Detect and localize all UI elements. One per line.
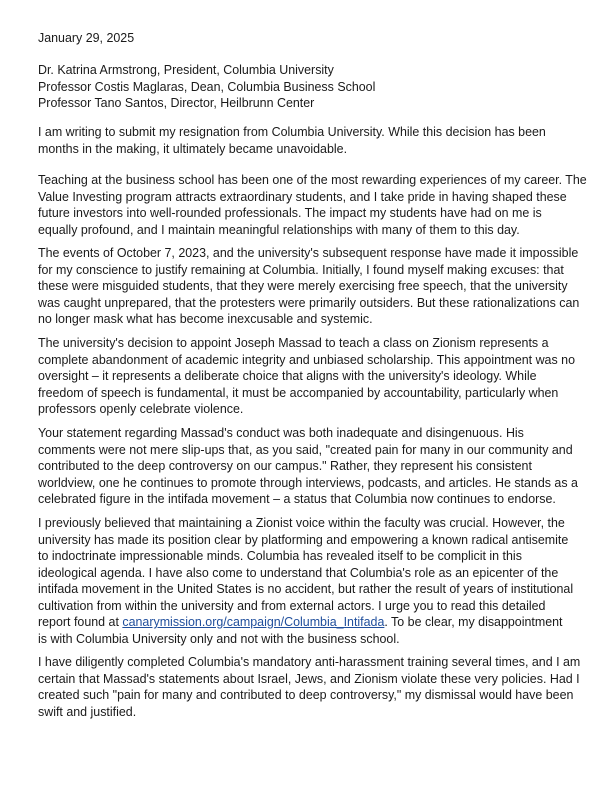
paragraph-line: to indoctrinate impressionable minds. Columbia has revealed itself to be complicit in this [38,549,522,563]
paragraph-line: contributed to the deep controversy on our campus." Rather, they represent his consistent [38,459,532,473]
paragraph-line: Value Investing program attracts extraordinary students, and I take pride in having shaped these [38,189,567,204]
paragraph-line: is with Columbia University only and not with the business school. [38,631,400,646]
paragraph-line: created such "pain for many and contributed to deep controversy," my dismissal would have been [38,688,574,702]
paragraph-line: I previously believed that maintaining a Zionist voice within the faculty was crucial. However, the [38,516,565,530]
letter-date [38,30,578,47]
paragraph-line: oversight – it represents a deliberate choice that aligns with the university's ideology. While [38,369,537,383]
paragraph-line: I am writing to submit my resignation from Columbia University. While this decision has been [38,125,546,139]
paragraph-line: comments were not mere slip-ups that, as you said, "created pain for many in our community and [38,442,573,457]
paragraph-line: intifada movement in the United States is no accident, but rather the result of years of institutional [38,582,574,596]
paragraph-line: cultivation from within the university and from external actors. I urge you to read this detailed [38,598,546,613]
paragraph-line: no longer mask what has become inexcusable and systemic. [38,312,373,326]
paragraph-line: certain that Massad's statements about Israel, Jews, and Zionism violate these very policies. Had I [38,671,580,686]
paragraph-october-events [38,245,578,328]
link-prefix-text: report found at [38,615,123,629]
paragraph-massad-appointment [38,335,578,418]
paragraph-anti-harassment [38,654,581,720]
paragraph-line: university has made its position clear by platforming and empowering a known radical antisemite [38,532,569,547]
paragraph-teaching [38,172,587,238]
paragraph-zionist-voice [38,515,578,647]
paragraph-line: these were misguided students, that they were merely exercising free speech, that the university [38,279,568,293]
paragraph-line: The events of October 7, 2023, and the university's subsequent response have made it impossible [38,246,579,260]
paragraph-line: celebrated figure in the intifada movement – a status that Columbia now continues to endorse. [38,492,556,506]
paragraph-line: for my conscience to justify remaining at Columbia. Initially, I found myself making excuses: that [38,262,564,277]
recipients-block [38,62,578,112]
paragraph-line: months in the making, it ultimately became unavoidable. [38,141,348,156]
date-line: January 29, 2025 [38,31,135,45]
paragraph-line: Teaching at the business school has been one of the most rewarding experiences of my career. The [38,173,587,187]
paragraph-statement-response [38,425,578,508]
recipient-line: Professor Tano Santos, Director, Heilbrunn Center [38,96,315,110]
paragraph-line: ideological agenda. I have also come to understand that Columbia's role as an epicenter of the [38,565,559,580]
canary-mission-link[interactable]: canarymission.org/campaign/Columbia_Intifada [122,615,385,629]
paragraph-line: complete abandonment of academic integrity and unbiased scholarship. This appointment was no [38,352,575,367]
paragraph-line: I have diligently completed Columbia's mandatory anti-harassment training several times, and I am [38,655,581,669]
paragraph-line: professors openly celebrate violence. [38,402,244,416]
paragraph-line: Your statement regarding Massad's conduct was both inadequate and disingenuous. His [38,426,524,440]
paragraph-line: was caught unprepared, that the protesters were primarily outsiders. But these rationalizations can [38,295,580,310]
paragraph-resignation [38,124,578,157]
recipient-line: Dr. Katrina Armstrong, President, Columbia University [38,63,334,77]
paragraph-line: equally profound, and I maintain meaningful relationships with many of them to this day. [38,222,520,237]
paragraph-line: swift and justified. [38,704,137,719]
paragraph-line: future investors into well-rounded professionals. The impact my students have had on me is [38,206,542,220]
recipient-line: Professor Costis Maglaras, Dean, Columbia Business School [38,79,376,94]
paragraph-line: freedom of speech is fundamental, it must be accompanied by accountability, particularly when [38,385,559,400]
paragraph-line: worldview, one he continues to promote through interviews, podcasts, and articles. He stands as a [38,475,578,490]
paragraph-line: The university's decision to appoint Joseph Massad to teach a class on Zionism represents a [38,336,549,350]
paragraph-line-with-link [38,614,578,631]
link-suffix-text: . To be clear, my disappointment [384,615,563,629]
